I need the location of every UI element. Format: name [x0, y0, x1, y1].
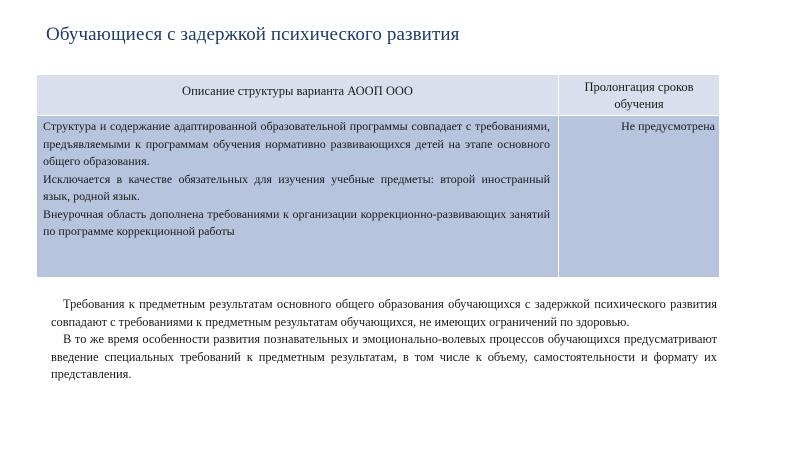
header-description: Описание структуры варианта АООП ООО	[37, 75, 559, 116]
header-prolongation	[559, 75, 720, 116]
description-paragraph: Внеурочная область дополнена требованиями к организации коррекционно-развивающих занятий по программе коррекционной работы	[43, 206, 550, 238]
slide-title: Обучающиеся с задержкой психического развития	[46, 24, 460, 45]
table-header-row	[37, 75, 720, 116]
aoop-structure-table	[36, 74, 720, 278]
header-prolongation-line1: Пролонгация сроков	[584, 80, 694, 94]
requirements-text	[51, 296, 717, 384]
description-cell	[37, 116, 559, 278]
table-row	[37, 116, 720, 278]
description-paragraph: Структура и содержание адаптированной образовательной программы совпадает с требованиями, предъявляемыми к программам обучения нормативно развивающихся детей на этапе основного общего образования.	[43, 119, 550, 168]
header-prolongation-line2: обучения	[614, 97, 664, 111]
body-paragraph: Требования к предметным результатам основного общего образования обучающихся с задержкой психического развития совпадают с требованиями к предметным результатам обучающихся, не имеющих ограничений по здоровью.	[51, 297, 717, 329]
body-paragraph: В то же время особенности развития познавательных и эмоционально-волевых процессов обучающихся предусматривают введение специальных требований к предметным результатам, в том числе к объему, самостоятельности и формату их представления.	[51, 332, 717, 381]
prolongation-cell: Не предусмотрена	[559, 116, 720, 278]
description-paragraph: Исключается в качестве обязательных для изучения учебные предметы: второй иностранный язык, родной язык.	[43, 171, 550, 203]
